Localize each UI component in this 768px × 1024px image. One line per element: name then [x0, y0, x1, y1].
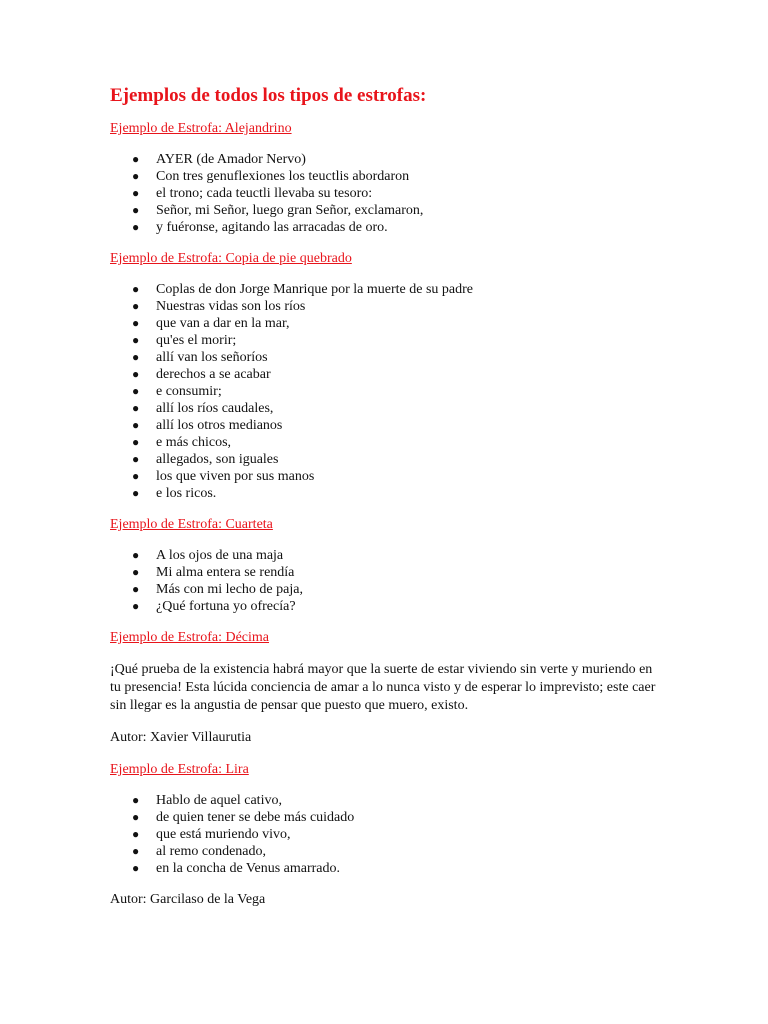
verse-line — [110, 547, 670, 564]
verse-line — [110, 451, 670, 468]
bullet-icon: ● — [132, 203, 140, 217]
bullet-icon: ● — [132, 565, 140, 579]
bullet-icon: ● — [132, 367, 140, 381]
verse-line — [110, 434, 670, 451]
decima-author: Autor: Xavier Villaurutia — [110, 730, 252, 745]
verse-text: y fuéronse, agitando las arracadas de oro. — [156, 220, 388, 235]
verse-list-alejandrino — [110, 151, 670, 236]
verse-line — [110, 417, 670, 434]
bullet-icon: ● — [132, 599, 140, 613]
verse-text: que está muriendo vivo, — [156, 827, 291, 842]
verse-line — [110, 151, 670, 168]
bullet-icon: ● — [132, 582, 140, 596]
section-heading-lira: Ejemplo de Estrofa: Lira — [110, 762, 249, 777]
verse-text: de quien tener se debe más cuidado — [156, 810, 355, 825]
verse-text: derechos a se acabar — [156, 367, 271, 382]
verse-line — [110, 400, 670, 417]
verse-line — [110, 168, 670, 185]
verse-line — [110, 281, 670, 298]
verse-text: Coplas de don Jorge Manrique por la muerte de su padre — [156, 282, 473, 297]
section-heading-alejandrino: Ejemplo de Estrofa: Alejandrino — [110, 121, 292, 136]
bullet-icon: ● — [132, 844, 140, 858]
verse-text: ¿Qué fortuna yo ofrecía? — [156, 599, 296, 614]
verse-text: el trono; cada teuctli llevaba su tesoro: — [156, 186, 373, 201]
verse-line — [110, 792, 670, 809]
verse-list-copla — [110, 281, 670, 502]
verse-text: qu'es el morir; — [156, 333, 237, 348]
verse-line — [110, 826, 670, 843]
bullet-icon: ● — [132, 152, 140, 166]
bullet-icon: ● — [132, 350, 140, 364]
page-title: Ejemplos de todos los tipos de estrofas: — [110, 85, 427, 106]
verse-text: allí van los señoríos — [156, 350, 268, 365]
verse-line — [110, 843, 670, 860]
verse-line — [110, 332, 670, 349]
verse-line — [110, 383, 670, 400]
verse-line — [110, 366, 670, 383]
bullet-icon: ● — [132, 435, 140, 449]
verse-line — [110, 485, 670, 502]
verse-text: e los ricos. — [156, 486, 217, 501]
bullet-icon: ● — [132, 469, 140, 483]
bullet-icon: ● — [132, 548, 140, 562]
section-heading-decima: Ejemplo de Estrofa: Décima — [110, 630, 269, 645]
verse-text: Nuestras vidas son los ríos — [156, 299, 306, 314]
lira-author: Autor: Garcilaso de la Vega — [110, 892, 266, 907]
verse-line — [110, 581, 670, 598]
verse-line — [110, 860, 670, 877]
verse-list-lira — [110, 792, 670, 877]
verse-line — [110, 202, 670, 219]
section-heading-copla: Ejemplo de Estrofa: Copia de pie quebrado — [110, 251, 352, 266]
verse-line — [110, 468, 670, 485]
verse-text: e más chicos, — [156, 435, 232, 450]
verse-line — [110, 809, 670, 826]
bullet-icon: ● — [132, 452, 140, 466]
verse-text: los que viven por sus manos — [156, 469, 315, 484]
bullet-icon: ● — [132, 401, 140, 415]
verse-text: allí los ríos caudales, — [156, 401, 274, 416]
verse-line — [110, 349, 670, 366]
verse-list-cuarteta — [110, 547, 670, 615]
bullet-icon: ● — [132, 333, 140, 347]
verse-line — [110, 315, 670, 332]
verse-line — [110, 564, 670, 581]
verse-text: en la concha de Venus amarrado. — [156, 861, 340, 876]
verse-line — [110, 598, 670, 615]
bullet-icon: ● — [132, 169, 140, 183]
verse-text: Más con mi lecho de paja, — [156, 582, 303, 597]
bullet-icon: ● — [132, 220, 140, 234]
bullet-icon: ● — [132, 793, 140, 807]
bullet-icon: ● — [132, 861, 140, 875]
verse-text: al remo condenado, — [156, 844, 267, 859]
verse-text: e consumir; — [156, 384, 222, 399]
verse-text: AYER (de Amador Nervo) — [156, 152, 306, 167]
verse-line — [110, 219, 670, 236]
verse-text: allegados, son iguales — [156, 452, 279, 467]
bullet-icon: ● — [132, 186, 140, 200]
bullet-icon: ● — [132, 418, 140, 432]
bullet-icon: ● — [132, 316, 140, 330]
bullet-icon: ● — [132, 282, 140, 296]
verse-text: A los ojos de una maja — [156, 548, 284, 563]
verse-text: que van a dar en la mar, — [156, 316, 290, 331]
verse-text: Hablo de aquel cativo, — [156, 793, 282, 808]
section-heading-cuarteta: Ejemplo de Estrofa: Cuarteta — [110, 517, 273, 532]
decima-text: ¡Qué prueba de la existencia habrá mayor que la suerte de estar viviendo sin verte y muriendo en tu presencia! Esta lúcida conciencia de amar a lo nunca visto y de esperar lo imprevisto; este caer sin llegar es la angustia de pensar que puesto que muero, existo. — [110, 662, 656, 713]
verse-text: Con tres genuflexiones los teuctlis abordaron — [156, 169, 410, 184]
bullet-icon: ● — [132, 384, 140, 398]
verse-line — [110, 185, 670, 202]
verse-text: allí los otros medianos — [156, 418, 283, 433]
bullet-icon: ● — [132, 810, 140, 824]
document-page — [110, 84, 670, 923]
bullet-icon: ● — [132, 299, 140, 313]
bullet-icon: ● — [132, 486, 140, 500]
verse-text: Señor, mi Señor, luego gran Señor, exclamaron, — [156, 203, 424, 218]
bullet-icon: ● — [132, 827, 140, 841]
verse-text: Mi alma entera se rendía — [156, 565, 295, 580]
verse-line — [110, 298, 670, 315]
